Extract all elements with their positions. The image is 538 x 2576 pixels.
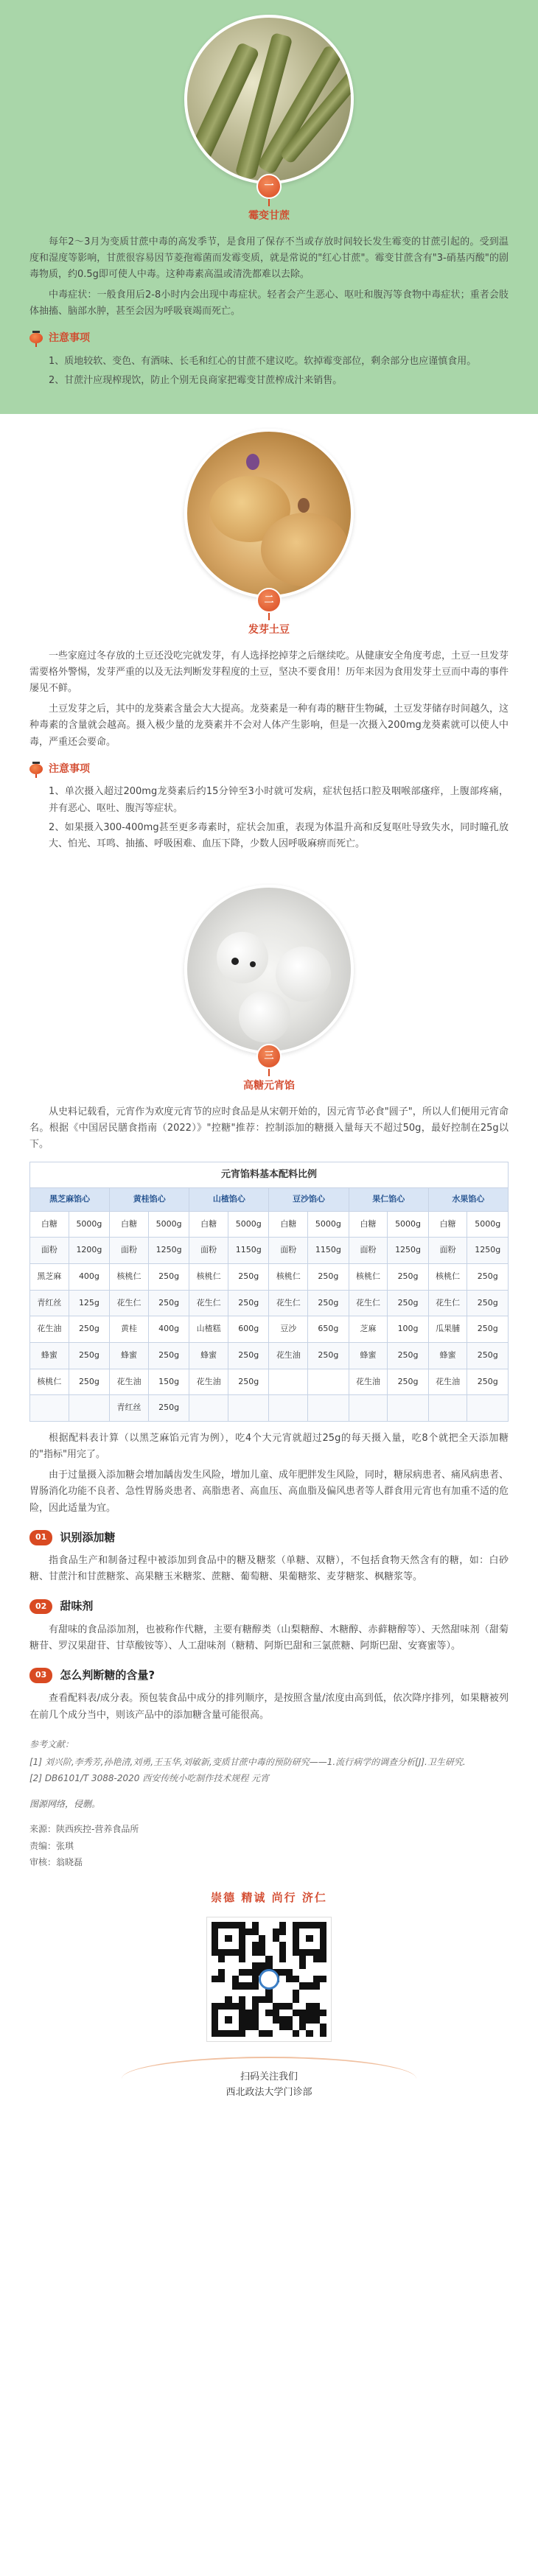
table-header: 果仁馅心 [349,1187,428,1211]
table-cell [428,1395,467,1422]
table-cell: 250g [388,1290,428,1316]
table-cell: 白糖 [110,1211,149,1238]
image-credit: 图源网络，侵删。 [29,1798,101,1809]
table-header: 豆沙馅心 [269,1187,349,1211]
table-cell [308,1369,349,1395]
notes-header: 注意事项 [29,330,509,348]
table-cell: 250g [388,1343,428,1369]
lantern-number-badge: 三 [256,1044,282,1069]
table-cell: 250g [69,1316,109,1343]
table-header: 黄桂馅心 [110,1187,189,1211]
paragraph: 中毒症状：一般食用后2-8小时内会出现中毒症状。轻者会产生恶心、呕吐和腹泻等食物中毒症状；重者会肢体抽搐、脑部水肿，甚至会因为呼吸衰竭而死亡。 [29,289,509,317]
item-title: 怎么判断糖的含量? [60,1668,156,1682]
note-item: 2、如果摄入300-400mg甚至更多毒素时，症状会加重，表现为体温升高和反复呕吐导致失水，同时瞳孔放大、怕光、耳鸣、抽搐、呼吸困难、血压下降，少数人因呼吸麻痹而死亡。 [49,821,509,849]
table-cell: 5000g [69,1211,109,1238]
qr-code[interactable] [206,1917,332,2042]
paragraph: 一些家庭过冬存放的土豆还没吃完就发芽，有人选择挖掉芽之后继续吃。从健康安全角度考虑，土豆一旦发芽需要格外警惕，发芽严重的以及无法判断发芽程度的土豆，坚决不要食用！历年来因为食用发芽土豆而中毒的事件屡见不鲜。 [29,650,509,695]
item-title: 甜味剂 [60,1599,94,1613]
table-cell: 豆沙 [269,1316,308,1343]
table-cell [228,1395,269,1422]
slogan: 崇德 精诚 尚行 济仁 [211,1891,327,1905]
meta-info [29,1822,509,1870]
table-cell: 花生仁 [189,1290,228,1316]
table-row [30,1395,509,1422]
table-cell: 400g [148,1316,189,1343]
number-badge: 02 [29,1599,52,1615]
table-header: 水果馅心 [428,1187,508,1211]
table-cell: 核桃仁 [349,1264,388,1291]
table-cell: 蜂蜜 [428,1343,467,1369]
table-cell: 瓜果脯 [428,1316,467,1343]
table-cell: 黑芝麻 [30,1264,69,1291]
table-cell: 1150g [228,1238,269,1264]
table-cell: 250g [228,1369,269,1395]
table-cell: 1250g [467,1238,509,1264]
follow-text: 扫码关注我们 [240,2071,298,2082]
potato-image [184,429,354,598]
table-cell: 250g [467,1343,509,1369]
table-cell: 花生油 [110,1369,149,1395]
table-cell: 花生油 [189,1369,228,1395]
table-row [30,1211,509,1238]
table-cell: 白糖 [30,1211,69,1238]
table-cell [349,1395,388,1422]
table-cell [30,1395,69,1422]
org-name: 西北政法大学门诊部 [226,2086,312,2098]
table-cell: 5000g [467,1211,509,1238]
table-row [30,1316,509,1343]
table-row [30,1369,509,1395]
table-cell: 面粉 [189,1238,228,1264]
lantern-number-badge: 一 [256,174,282,199]
section-title: 发芽土豆 [248,624,290,636]
table-cell: 250g [467,1290,509,1316]
table-header: 黑芝麻馅心 [30,1187,110,1211]
paragraph: 从史料记载看，元宵作为欢度元宵节的应时食品是从宋朝开始的，因元宵节必食"圆子"，所以人们便用元宵命名。根据《中国居民膳食指南（2022）》"控糖"推荐：控制添加的糖摄入量每天不超过50g，最好控制在25g以下。 [29,1106,509,1150]
table-cell: 青红丝 [110,1395,149,1422]
note-item: 1、单次摄入超过200mg龙葵素后约15分钟至3小时就可发病，症状包括口腔及咽喉部瘙痒，上腹部疼痛，并有恶心、呕吐、腹泻等症状。 [49,786,509,814]
table-cell: 花生油 [349,1369,388,1395]
table-cell [269,1369,308,1395]
lantern-icon [29,331,43,347]
table-cell: 1200g [69,1238,109,1264]
table-cell: 蜂蜜 [110,1343,149,1369]
table-cell: 250g [388,1369,428,1395]
note-item: 2、甘蔗汁应现榨现饮，防止个别无良商家把霉变甘蔗榨成汁来销售。 [49,375,343,387]
table-cell: 250g [148,1343,189,1369]
table-cell: 青红丝 [30,1290,69,1316]
table-cell: 250g [308,1290,349,1316]
table-cell: 400g [69,1264,109,1291]
table-cell: 125g [69,1290,109,1316]
table-cell: 250g [148,1290,189,1316]
table-cell: 核桃仁 [428,1264,467,1291]
paragraph: 每年2～3月为变质甘蔗中毒的高发季节，是食用了保存不当或存放时间较长发生霉变的甘蔗引起的。受到温度和湿度等影响，甘蔗很容易因节菱孢霉菌而发霉变质，就是常说的"红心甘蔗"。霉变甘蔗含有"3-硝基丙酸"的剧毒物质，约0.5g即可使人中毒。这种毒素高温或清洗都难以去除。 [29,236,509,280]
table-cell: 蜂蜜 [30,1343,69,1369]
table-cell [388,1395,428,1422]
table-cell [269,1395,308,1422]
table-cell: 花生仁 [269,1290,308,1316]
table-cell: 蜂蜜 [189,1343,228,1369]
table-cell: 150g [148,1369,189,1395]
section-title: 高糖元宵馅 [243,1079,295,1092]
editor-line: 责编：张琪 [29,1840,74,1851]
table-cell: 花生油 [269,1343,308,1369]
table-cell: 250g [148,1264,189,1291]
table-cell [69,1395,109,1422]
references: 参考文献： [1] 刘兴阶,李秀芳,孙艳清,刘勇,王玉华,刘敏新,变质甘蔗中毒的预防研究——1.流行病学的调查分析[J].卫生研究. [2] DB6101/T 3088-2020 西安传统小吃制作技术规程 元宵 [29,1737,509,1786]
item-text: 指食品生产和制备过程中被添加到食品中的糖及糖浆（单糖、双糖），不包括食物天然含有的糖，如：白砂糖、甘蔗汁和甘蔗糖浆、高果糖玉米糖浆、蔗糖、葡萄糖、果葡糖浆、麦芽糖浆、枫糖浆等。 [29,1555,509,1583]
paragraph: 根据配料表计算（以黑芝麻馅元宵为例），吃4个大元宵就超过25g的每天摄入量，吃8个就把全天添加糖的"指标"用完了。 [29,1433,509,1461]
table-cell: 250g [228,1264,269,1291]
table-cell: 250g [308,1343,349,1369]
table-cell: 白糖 [349,1211,388,1238]
reviewer-line: 审核：翁晓磊 [29,1857,83,1868]
table-cell: 5000g [148,1211,189,1238]
item-text: 有甜味的食品添加剂，也被称作代糖，主要有糖醇类（山梨糖醇、木糖醇、赤藓糖醇等）、天然甜味剂（甜菊糖苷、罗汉果甜苷、甘草酸铵等）、人工甜味剂（糖精、阿斯巴甜和三氯蔗糖、阿斯巴甜、安赛蜜等）。 [29,1624,509,1652]
table-cell: 250g [467,1316,509,1343]
section-moldy-sugarcane [0,0,538,414]
table-cell: 花生仁 [349,1290,388,1316]
qr-logo-icon [259,1969,279,1990]
table-cell: 蜂蜜 [349,1343,388,1369]
paragraph: 由于过量摄入添加糖会增加龋齿发生风险，增加儿童、成年肥胖发生风险，同时，糖尿病患者、痛风病患者、胃肠消化功能不良者、急性胃肠炎患者、高脂患者、高血压、高血脂及偏风患者等人群食用元宵也有加重不适的危险，因此适量为宜。 [29,1470,509,1514]
table-cell: 白糖 [269,1211,308,1238]
recipe-table [29,1187,509,1422]
table-cell: 1250g [388,1238,428,1264]
table-cell: 5000g [308,1211,349,1238]
table-cell: 250g [148,1395,189,1422]
table-cell: 250g [69,1369,109,1395]
table-cell: 100g [388,1316,428,1343]
table-cell: 1150g [308,1238,349,1264]
table-row [30,1290,509,1316]
table-cell: 白糖 [428,1211,467,1238]
table-cell: 250g [467,1264,509,1291]
table-cell: 核桃仁 [189,1264,228,1291]
paragraph: 土豆发芽之后，其中的龙葵素含量会大大提高。龙葵素是一种有毒的糖苷生物碱，土豆发芽储存时间越久，这种毒素的含量就会越高。摄入极少量的龙葵素并不会对人体产生影响，但是一次摄入200mg龙葵素就可以使人中毒，严重还会要命。 [29,703,509,748]
table-cell: 250g [467,1369,509,1395]
table-cell: 250g [388,1264,428,1291]
item-list [29,1529,509,1724]
section-sprouted-potato [0,414,538,870]
table-cell: 花生油 [30,1316,69,1343]
table-cell: 600g [228,1316,269,1343]
table-caption: 元宵馅料基本配料比例 [29,1162,509,1187]
source-line: 来源：陕西疾控-营养食品所 [29,1824,139,1835]
table-cell: 花生油 [428,1369,467,1395]
table-cell: 白糖 [189,1211,228,1238]
table-cell [189,1395,228,1422]
section-title: 霉变甘蔗 [248,210,290,222]
table-cell: 5000g [228,1211,269,1238]
table-cell: 1250g [148,1238,189,1264]
table-cell: 250g [69,1343,109,1369]
table-row [30,1264,509,1291]
table-cell: 花生仁 [110,1290,149,1316]
reference-item: [2] DB6101/T 3088-2020 西安传统小吃制作技术规程 元宵 [29,1773,270,1784]
table-cell: 250g [228,1290,269,1316]
table-row [30,1343,509,1369]
lantern-icon [29,762,43,778]
notes-header: 注意事项 [29,761,509,779]
table-cell [308,1395,349,1422]
table-cell: 面粉 [269,1238,308,1264]
reference-item: [1] 刘兴阶,李秀芳,孙艳清,刘勇,王玉华,刘敏新,变质甘蔗中毒的预防研究——1.流行病学的调查分析[J].卫生研究. [29,1757,466,1768]
table-header: 山楂馅心 [189,1187,269,1211]
table-cell: 花生仁 [428,1290,467,1316]
note-item: 1、质地较软、变色、有酒味、长毛和红心的甘蔗不建议吃。软掉霉变部位，剩余部分也应谨慎食用。 [49,356,477,368]
yuanxiao-image [184,885,354,1054]
table-cell: 5000g [388,1211,428,1238]
table-cell: 黄桂 [110,1316,149,1343]
table-cell: 面粉 [110,1238,149,1264]
number-badge: 03 [29,1668,52,1683]
table-cell [467,1395,509,1422]
table-cell: 250g [308,1264,349,1291]
table-cell: 核桃仁 [110,1264,149,1291]
footer [29,2070,509,2123]
recipe-table-wrap [29,1162,509,1422]
table-cell: 650g [308,1316,349,1343]
table-cell: 核桃仁 [269,1264,308,1291]
table-cell: 芝麻 [349,1316,388,1343]
table-cell: 面粉 [30,1238,69,1264]
item-title: 识别添加糖 [60,1530,116,1544]
section-high-sugar-yuanxiao [0,870,538,2138]
table-cell: 面粉 [349,1238,388,1264]
table-cell: 核桃仁 [30,1369,69,1395]
table-cell: 250g [228,1343,269,1369]
table-cell: 山楂糕 [189,1316,228,1343]
item-text: 查看配料表/成分表。预包装食品中成分的排列顺序，是按照含量/浓度由高到低，依次降序排列，如果糖被列在前几个成分当中，则该产品中的添加糖含量可能很高。 [29,1693,509,1721]
number-badge: 01 [29,1530,52,1545]
sugarcane-image [184,15,354,184]
lantern-number-badge: 二 [256,588,282,613]
table-row [30,1238,509,1264]
table-cell: 面粉 [428,1238,467,1264]
